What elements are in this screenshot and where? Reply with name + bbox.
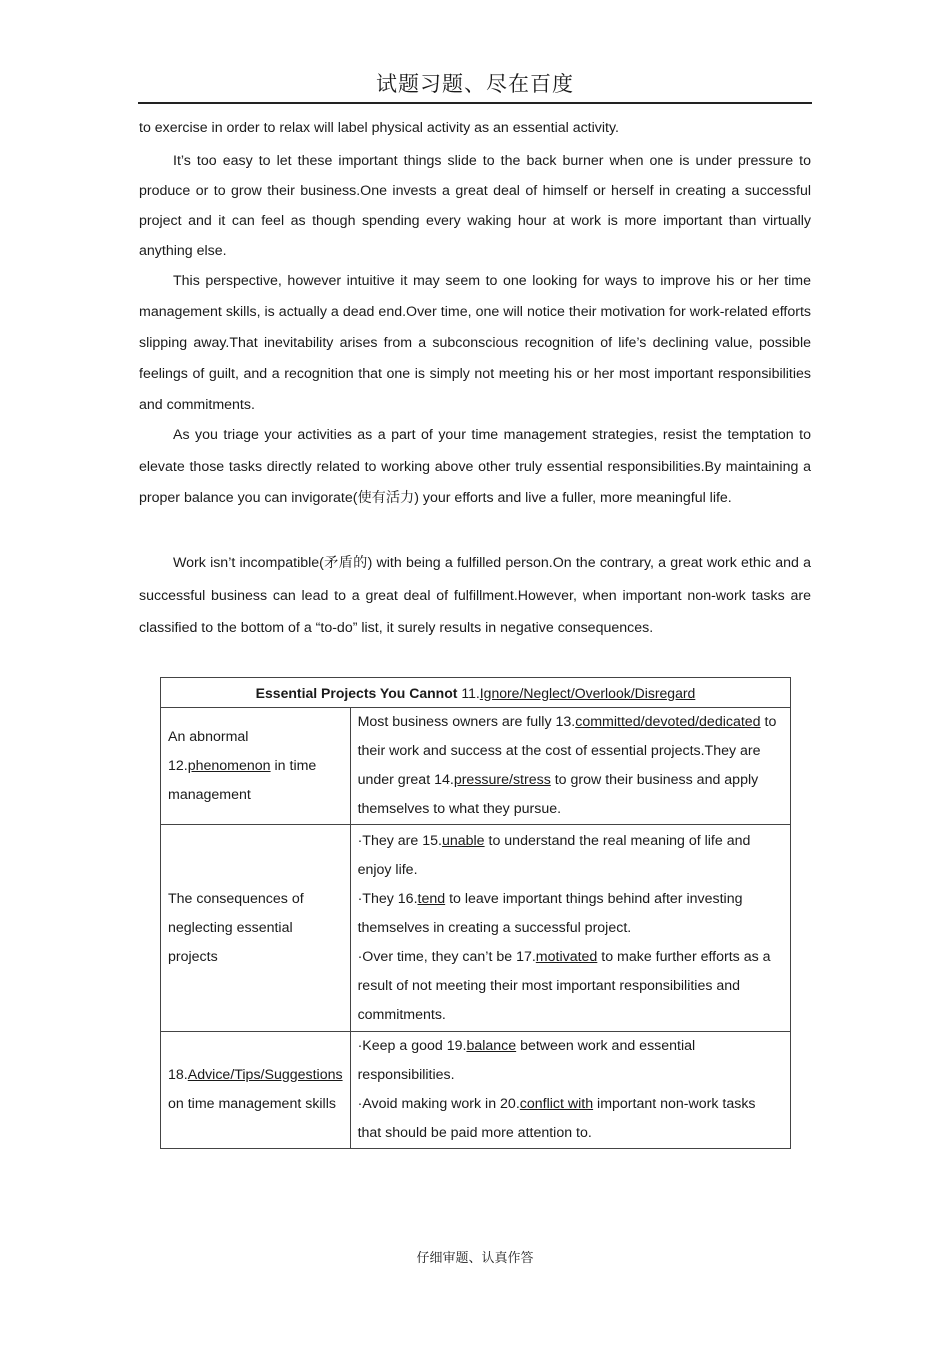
- row-1-content: [350, 708, 790, 825]
- blank-11-answer: Ignore/Neglect/Overlook/Disregard: [479, 684, 696, 701]
- paragraph-5: [139, 547, 811, 645]
- row-3-label-post: on time management skills: [168, 1096, 336, 1112]
- list-item: [358, 943, 783, 1030]
- list-item: [358, 827, 783, 885]
- bullet-20-post: important non-work tasks that should be paid more attention to.: [357, 1096, 756, 1141]
- summary-table: [160, 677, 791, 1149]
- row-2-content: [350, 825, 790, 1032]
- bullet-17-post: to make further efforts as a result of not meeting their most important responsibilities and commitments.: [357, 948, 771, 1023]
- paragraph-3: [139, 266, 811, 421]
- row-1-label-pre: An abnormal 12.: [168, 728, 249, 774]
- bullet-19-pre: ·Keep a good 19.: [357, 1038, 467, 1054]
- list-item: [358, 885, 783, 943]
- page-header: [138, 66, 812, 104]
- row-3-label-pre: 18.: [168, 1067, 188, 1083]
- table-row: [161, 708, 791, 825]
- bullet-20-pre: ·Avoid making work in 20.: [357, 1096, 520, 1112]
- list-item: [358, 1032, 783, 1090]
- blank-19-answer: balance: [466, 1038, 517, 1054]
- paragraph-1: to exercise in order to relax will label physical activity as an essential activity.: [139, 120, 619, 136]
- blank-14-answer: pressure/stress: [453, 772, 551, 788]
- blank-13-answer: committed/devoted/dedicated: [575, 714, 761, 730]
- blank-16-answer: tend: [417, 890, 446, 907]
- paragraph-5-text: Work isn’t incompatible(矛盾的) with being a fulfilled person.On the contrary, a great work ethic and a successful business can lead to a great deal of fulfillment.However, when important non-work tasks are classified to the bottom of a “to-do” list, it surely results in negative consequences.: [139, 555, 811, 636]
- bullet-15-pre: ·They are 15.: [357, 832, 442, 849]
- row-2-label-text: The consequences of neglecting essential projects: [168, 890, 304, 965]
- paragraph-3-text: This perspective, however intuitive it may seem to one looking for ways to improve his or her time management skills, is actually a dead end.Over time, one will notice their motivation for work-related efforts slipping away.That inevitability arises from a subconscious recognition of life’s declining value, possible feelings of guilt, and a recognition that one is simply not meeting his or her most important responsibilities and commitments.: [139, 273, 811, 413]
- blank-15-answer: unable: [441, 832, 485, 849]
- paragraph-2-text: It’s too easy to let these important things slide to the back burner when one is under pressure to produce or to grow their business.One invests a great deal of himself or herself in creating a successful project and it can feel as though spending every waking hour at work is more important than virtually anything else.: [139, 153, 811, 259]
- blank-17-answer: motivated: [535, 948, 598, 965]
- blank-11-number: 11.: [461, 684, 480, 701]
- list-item: [358, 1090, 783, 1148]
- bullet-19-post: between work and essential responsibilities.: [357, 1038, 696, 1083]
- bullet-16-pre: ·They 16.: [357, 890, 418, 907]
- row-1-label-post: in time management: [168, 757, 317, 803]
- bullet-17-pre: ·Over time, they can’t be 17.: [357, 948, 536, 965]
- bullet-16-post: to leave important things behind after investing themselves in creating a successful project.: [357, 890, 743, 936]
- table-title: [161, 678, 791, 708]
- row-1-text-a: Most business owners are fully 13.: [357, 714, 576, 730]
- page-footer: [0, 1247, 950, 1266]
- table-title-row: [161, 678, 791, 708]
- row-1-text-c: to grow their business and apply themselves to what they pursue.: [357, 772, 759, 817]
- row-2-label: [161, 825, 351, 1032]
- blank-20-answer: conflict with: [519, 1096, 594, 1112]
- paragraph-4-text: As you triage your activities as a part of your time management strategies, resist the temptation to elevate those tasks directly related to working above other truly essential responsibilities.By maintaining a proper balance you can invigorate(使有活力) your efforts and live a fuller, more meaningful life.: [139, 427, 811, 506]
- blank-18-answer: Advice/Tips/Suggestions: [187, 1067, 343, 1083]
- row-1-label: [161, 708, 351, 825]
- row-3-content: [350, 1032, 790, 1149]
- paragraph-4: [139, 420, 811, 515]
- table-row: [161, 825, 791, 1032]
- table-row: [161, 1032, 791, 1149]
- row-1-text-b: to their work and success at the cost of essential projects.They are under great 14.: [357, 714, 777, 788]
- footer-text: 仔细审题、认真作答: [416, 1251, 534, 1266]
- bullet-15-post: to understand the real meaning of life and enjoy life.: [357, 832, 751, 878]
- header-title: 试题习题、尽在百度: [376, 72, 574, 96]
- row-3-label: [161, 1032, 351, 1149]
- blank-12-answer: phenomenon: [187, 757, 271, 774]
- paragraph-2: [139, 146, 811, 266]
- table-title-prefix: Essential Projects You Cannot: [255, 684, 462, 701]
